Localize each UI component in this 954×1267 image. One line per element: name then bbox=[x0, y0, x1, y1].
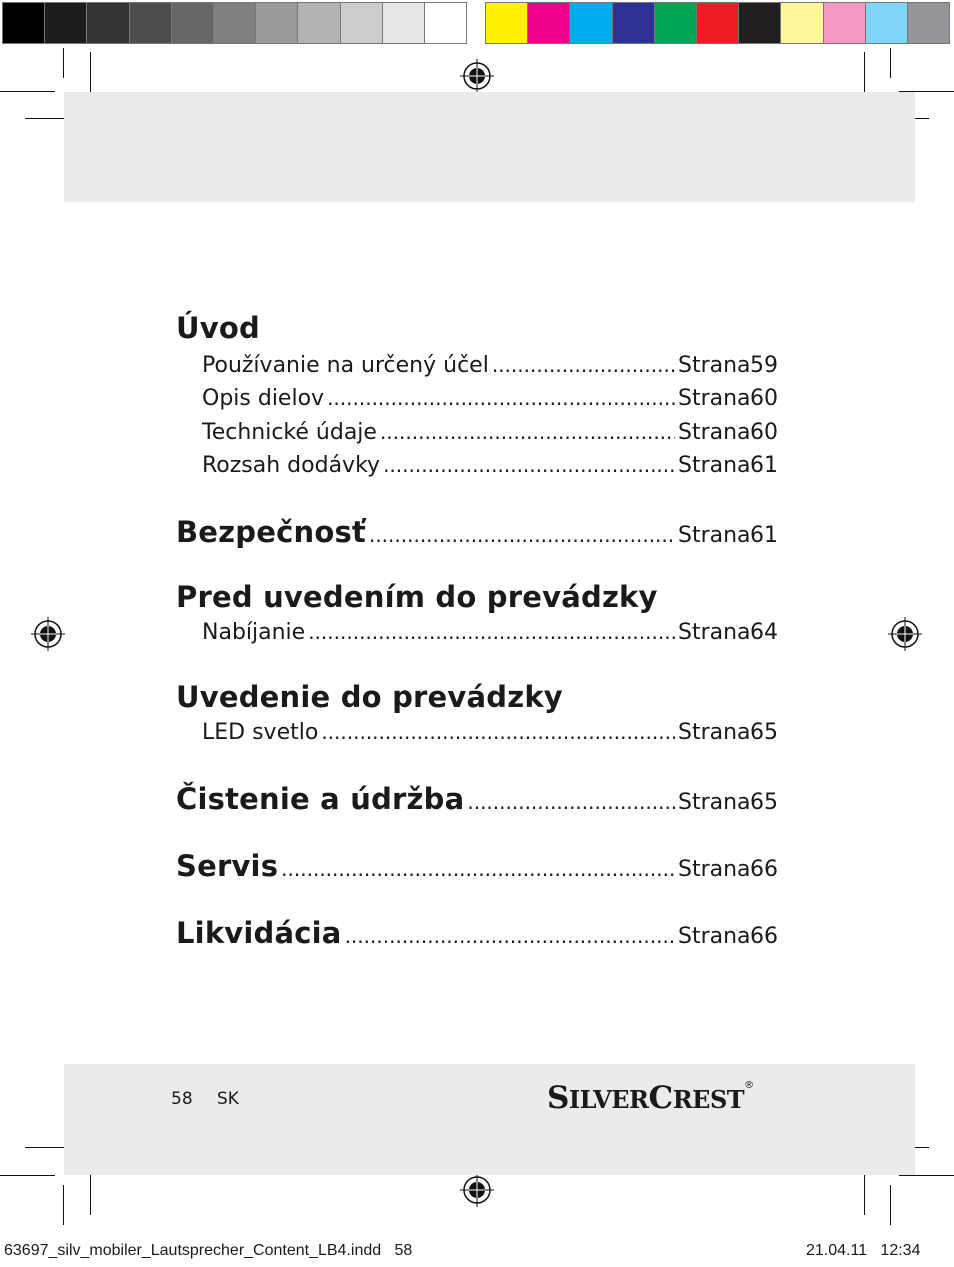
registration-mark-icon bbox=[887, 616, 923, 652]
crop-mark bbox=[63, 48, 64, 78]
color-swatch bbox=[823, 2, 866, 44]
crop-mark bbox=[890, 1185, 891, 1225]
toc-leader-dots bbox=[281, 857, 675, 881]
color-swatch bbox=[654, 2, 697, 44]
toc-leader-dots bbox=[308, 620, 675, 644]
toc-leader-dots bbox=[345, 924, 675, 948]
grey-swatch bbox=[297, 2, 340, 44]
toc-entry-label: Nabíjanie bbox=[202, 620, 306, 645]
toc-entry-label: Technické údaje bbox=[202, 420, 377, 445]
registration-mark-icon bbox=[459, 1172, 495, 1208]
logo-letters: ILVER bbox=[568, 1085, 649, 1114]
color-swatch bbox=[780, 2, 823, 44]
toc-entry-strana: Strana bbox=[678, 924, 751, 949]
toc-section-title: Úvod bbox=[176, 311, 260, 345]
toc-section-entry[interactable] bbox=[176, 782, 778, 822]
slug-filename: 63697_silv_mobiler_Lautsprecher_Content_LB4.indd 58 bbox=[4, 1242, 413, 1259]
grey-swatch bbox=[171, 2, 214, 44]
grey-swatch bbox=[86, 2, 129, 44]
page-number: 58 bbox=[171, 1089, 193, 1109]
toc-section-entry[interactable] bbox=[176, 515, 778, 555]
registered-mark: ® bbox=[744, 1080, 754, 1091]
silvercrest-logo bbox=[547, 1080, 754, 1116]
grey-swatch bbox=[424, 2, 467, 44]
toc-entry-page: 60 bbox=[750, 386, 778, 411]
registration-mark-icon bbox=[459, 58, 495, 94]
toc-entry[interactable] bbox=[202, 420, 778, 450]
toc-entry-page: 59 bbox=[750, 353, 778, 378]
toc-entry-page: 65 bbox=[750, 790, 778, 815]
toc-entry-strana: Strana bbox=[678, 790, 751, 815]
toc-section-title: Pred uvedením do prevádzky bbox=[176, 580, 658, 614]
color-calibration-bar bbox=[0, 0, 954, 46]
toc-entry-page: 66 bbox=[750, 857, 778, 882]
crop-mark bbox=[0, 91, 55, 92]
color-swatch bbox=[485, 2, 528, 44]
color-swatch bbox=[569, 2, 612, 44]
toc-entry-strana: Strana bbox=[678, 620, 751, 645]
slug-datetime: 21.04.11 12:34 bbox=[806, 1242, 921, 1259]
toc-leader-dots bbox=[380, 420, 675, 444]
toc-entry-strana: Strana bbox=[678, 720, 751, 745]
crop-mark bbox=[899, 1175, 954, 1176]
toc-section-title: Likvidácia bbox=[176, 916, 342, 950]
logo-letter: C bbox=[648, 1080, 673, 1116]
grey-swatch bbox=[129, 2, 172, 44]
grey-swatch bbox=[213, 2, 256, 44]
crop-mark bbox=[0, 1175, 55, 1176]
grey-swatch bbox=[382, 2, 425, 44]
toc-section-entry[interactable] bbox=[176, 916, 778, 956]
toc-entry-page: 61 bbox=[750, 523, 778, 548]
toc-entry[interactable] bbox=[202, 620, 778, 650]
toc-entry-page: 61 bbox=[750, 453, 778, 478]
crop-mark bbox=[63, 1185, 64, 1225]
color-swatch bbox=[865, 2, 908, 44]
toc-entry-label: Rozsah dodávky bbox=[202, 453, 381, 478]
toc-entry[interactable] bbox=[202, 453, 778, 483]
toc-entry-label: Používanie na určený účel bbox=[202, 353, 489, 378]
toc-entry-strana: Strana bbox=[678, 523, 751, 548]
color-swatch bbox=[612, 2, 655, 44]
toc-leader-dots bbox=[327, 386, 675, 410]
toc-entry[interactable] bbox=[202, 386, 778, 416]
toc-section-title: Servis bbox=[176, 849, 279, 883]
toc-leader-dots bbox=[492, 353, 675, 377]
header-panel bbox=[64, 92, 915, 202]
toc-entry-strana: Strana bbox=[678, 353, 751, 378]
logo-letter: S bbox=[547, 1080, 569, 1116]
color-swatch bbox=[907, 2, 950, 44]
grey-swatch bbox=[255, 2, 298, 44]
toc-section-title: Čistenie a údržba bbox=[176, 782, 465, 816]
toc-entry-strana: Strana bbox=[678, 386, 751, 411]
toc-entry-strana: Strana bbox=[678, 453, 751, 478]
crop-mark bbox=[890, 48, 891, 78]
toc-entry-strana: Strana bbox=[678, 420, 751, 445]
toc-entry-label: LED svetlo bbox=[202, 720, 319, 745]
toc-entry[interactable] bbox=[202, 720, 778, 750]
registration-mark-icon bbox=[30, 616, 66, 652]
toc-leader-dots bbox=[383, 453, 675, 477]
toc-entry-strana: Strana bbox=[678, 857, 751, 882]
footer-panel bbox=[64, 1064, 915, 1175]
toc-section-entry[interactable] bbox=[176, 849, 778, 889]
color-swatch bbox=[527, 2, 570, 44]
color-swatch bbox=[696, 2, 739, 44]
toc-leader-dots bbox=[321, 720, 675, 744]
toc-entry-page: 60 bbox=[750, 420, 778, 445]
toc-entry-page: 66 bbox=[750, 924, 778, 949]
toc-entry[interactable] bbox=[202, 353, 778, 383]
color-swatch bbox=[738, 2, 781, 44]
grey-swatch bbox=[44, 2, 87, 44]
toc-leader-dots bbox=[369, 523, 675, 547]
toc-leader-dots bbox=[467, 790, 675, 814]
toc-section-title: Uvedenie do prevádzky bbox=[176, 680, 563, 714]
logo-letters: REST bbox=[672, 1085, 745, 1114]
language-code: SK bbox=[217, 1089, 239, 1109]
toc-section-title: Bezpečnosť bbox=[176, 515, 366, 549]
toc-entry-page: 64 bbox=[750, 620, 778, 645]
toc-entry-page: 65 bbox=[750, 720, 778, 745]
toc-entry-label: Opis dielov bbox=[202, 386, 325, 411]
grey-swatch bbox=[2, 2, 45, 44]
grey-swatch bbox=[340, 2, 383, 44]
